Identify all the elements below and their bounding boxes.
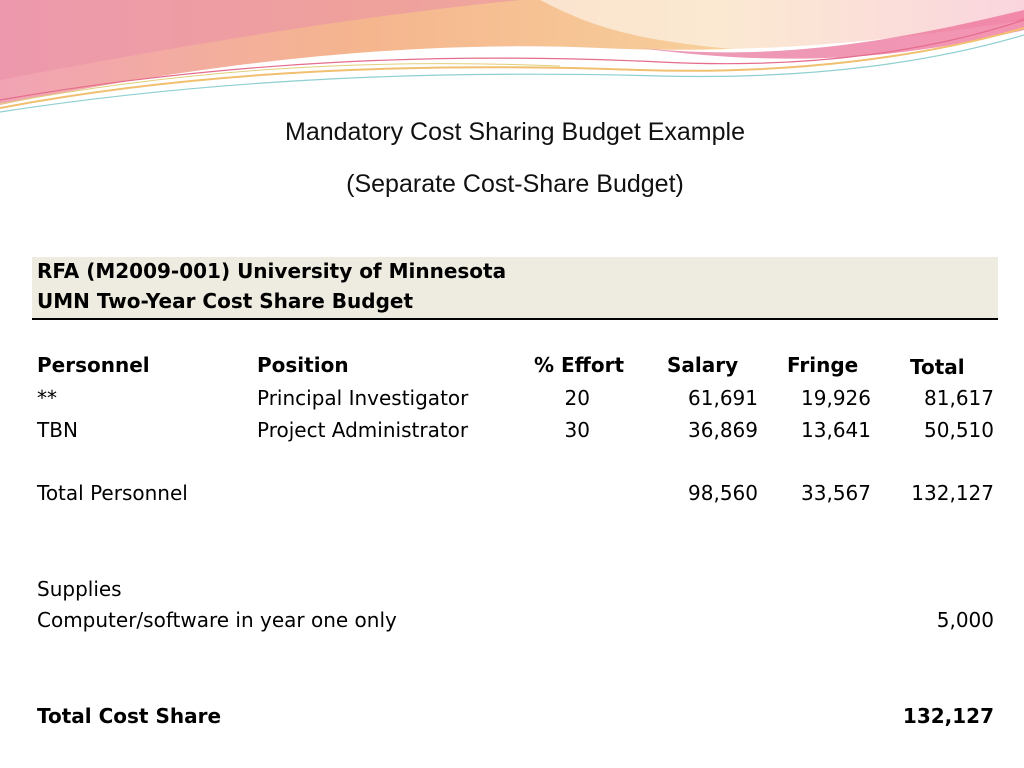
row2-total: 50,510 [924, 418, 994, 442]
supplies-item: Computer/software in year one only [37, 608, 397, 632]
column-header-total: Total [910, 355, 965, 379]
total-cost-share-amount: 132,127 [902, 704, 994, 728]
table-heading-line2: UMN Two-Year Cost Share Budget [37, 289, 414, 313]
slide-title: Mandatory Cost Sharing Budget Example [285, 118, 745, 146]
table-heading-banner [32, 257, 998, 320]
row1-total: 81,617 [924, 386, 994, 410]
row2-fringe: 13,641 [801, 418, 871, 442]
row2-position: Project Administrator [257, 418, 469, 442]
column-header-salary: Salary [667, 353, 739, 377]
total-cost-share-label: Total Cost Share [37, 704, 222, 728]
row1-personnel: ** [37, 386, 57, 410]
total-personnel-label: Total Personnel [37, 481, 188, 505]
table-heading-line1: RFA (M2009-001) University of Minnesota [37, 259, 507, 283]
row2-effort: 30 [564, 418, 590, 442]
row1-fringe: 19,926 [801, 386, 871, 410]
total-personnel-salary: 98,560 [688, 481, 758, 505]
supplies-amount: 5,000 [936, 608, 994, 632]
row1-effort: 20 [564, 386, 590, 410]
total-personnel-fringe: 33,567 [801, 481, 871, 505]
row1-salary: 61,691 [688, 386, 758, 410]
row2-salary: 36,869 [688, 418, 758, 442]
slide-subtitle: (Separate Cost-Share Budget) [346, 170, 684, 198]
column-header-position: Position [257, 353, 349, 377]
row1-position: Principal Investigator [257, 386, 469, 410]
column-header-fringe: Fringe [787, 353, 859, 377]
supplies-label: Supplies [37, 577, 122, 601]
total-personnel-total: 132,127 [911, 481, 994, 505]
column-header-personnel: Personnel [37, 353, 150, 377]
row2-personnel: TBN [37, 418, 78, 442]
column-header-effort: % Effort [534, 353, 625, 377]
